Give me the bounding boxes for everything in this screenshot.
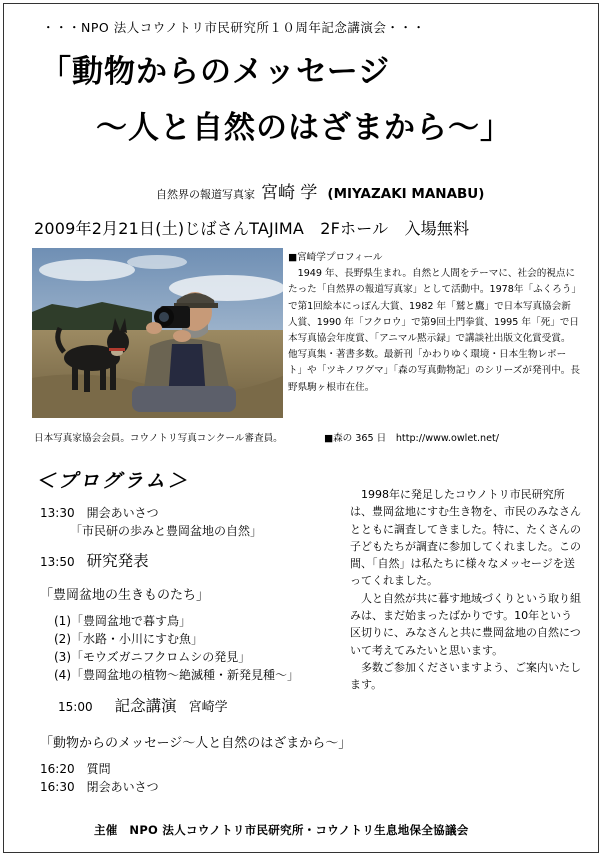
program-label: 開会あいさつ <box>86 506 159 520</box>
speaker-line <box>156 178 484 203</box>
description-paragraph: 人と自然が共に暮す地域づくりという取り組みは、まだ始まったばかりです。10年という区切りに、みなさんと共に豊岡盆地の自然について考えてみたいと思います。 <box>350 591 581 657</box>
description-paragraph: 1998年に発足したコウノトリ市民研究所は、豊岡盆地にすむ生き物を、市民のみなさんとともに調査してきました。特に、たくさんの子どもたちが調査に参加してくれました。この間、「自然」は私たちに様々なメッセージを送ってくれました。 <box>350 488 581 588</box>
program-label: 記念講演 <box>114 697 177 715</box>
program-label: 閉会あいさつ <box>86 780 159 794</box>
lecture-title-line2: ～人と自然のはざまから～」 <box>96 110 512 146</box>
program-qa <box>40 760 111 777</box>
program-opening-subtitle: 「市民研の歩みと豊岡盆地の自然」 <box>70 524 263 538</box>
lecture-speaker: 宮崎学 <box>188 700 228 715</box>
program-time: 13:50 <box>40 555 75 569</box>
speaker-affiliation: 日本写真家協会会員。コウノトリ写真コンクール審査員。 <box>34 433 283 444</box>
speaker-romaji: (MIYAZAKI MANABU) <box>327 186 485 202</box>
speaker-name: 宮崎 学 <box>261 183 318 203</box>
research-item: (4)「豊岡盆地の植物～絶滅種・新発見種～」 <box>54 668 299 682</box>
program-closing <box>40 778 159 795</box>
program-heading: ＜プログラム＞ <box>36 470 190 492</box>
description-paragraph: 多数ご参加くださいますよう、ご案内いたします。 <box>350 660 581 692</box>
program-lecture <box>58 694 228 716</box>
speaker-photo <box>32 248 283 418</box>
flyer-page <box>3 3 599 853</box>
program-time: 16:30 <box>40 780 75 794</box>
organizer-footer: 主催 NPO 法人コウノトリ市民研究所・コウノトリ生息地保全協議会 <box>94 823 469 837</box>
research-item: (1)「豊岡盆地で暮す鳥」 <box>54 614 191 628</box>
event-description <box>350 486 582 694</box>
speaker-role: 自然界の報道写真家 <box>156 188 255 201</box>
research-item: (3)「モウズガニフクロムシの発見」 <box>54 650 251 664</box>
program-research <box>40 549 149 571</box>
program-time: 16:20 <box>40 762 75 776</box>
program-label: 研究発表 <box>86 552 149 570</box>
event-date-venue: 2009年2月21日(土)じばさんTAJIMA 2Fホール 入場無料 <box>34 219 470 238</box>
lecture-title-line1: 「動物からのメッセージ <box>40 54 391 90</box>
research-theme: 「豊岡盆地の生きものたち」 <box>40 588 210 603</box>
program-label: 質問 <box>86 762 111 776</box>
program-time: 15:00 <box>58 700 93 714</box>
event-supertitle: ・・・NPO 法人コウノトリ市民研究所１０周年記念講演会・・・ <box>42 20 426 35</box>
website-link[interactable]: ■森の 365 日 http://www.owlet.net/ <box>324 433 500 444</box>
speaker-profile <box>288 250 580 396</box>
lecture-title: 「動物からのメッセージ～人と自然のはざまから～」 <box>40 736 352 751</box>
research-item: (2)「水路・小川にすむ魚」 <box>54 632 203 646</box>
profile-heading: ■宮崎学プロフィール <box>288 252 383 263</box>
program-time: 13:30 <box>40 506 75 520</box>
profile-body: 1949 年、長野県生まれ。自然と人間をテーマに、社会的視点にたった「自然界の報道写真家」として活動中。1978年「ふくろう」で第1回絵本にっぽん大賞、1982 年「鷲と鷹」で日本写真協会新人賞、1990 年「フクロウ」で第9回土門拳賞、1995 年「死」で日本写真協会年度賞、「アニマル黙示録」で講談社出版文化賞受賞。他写真集・著書多数。最新刊「かわりゆく環境・日本生物レポート」や「ツキノワグマ」「森の写真動物記」のシリーズが発刊中。長野県駒ヶ根市在住。 <box>288 268 580 393</box>
program-opening <box>40 504 159 521</box>
